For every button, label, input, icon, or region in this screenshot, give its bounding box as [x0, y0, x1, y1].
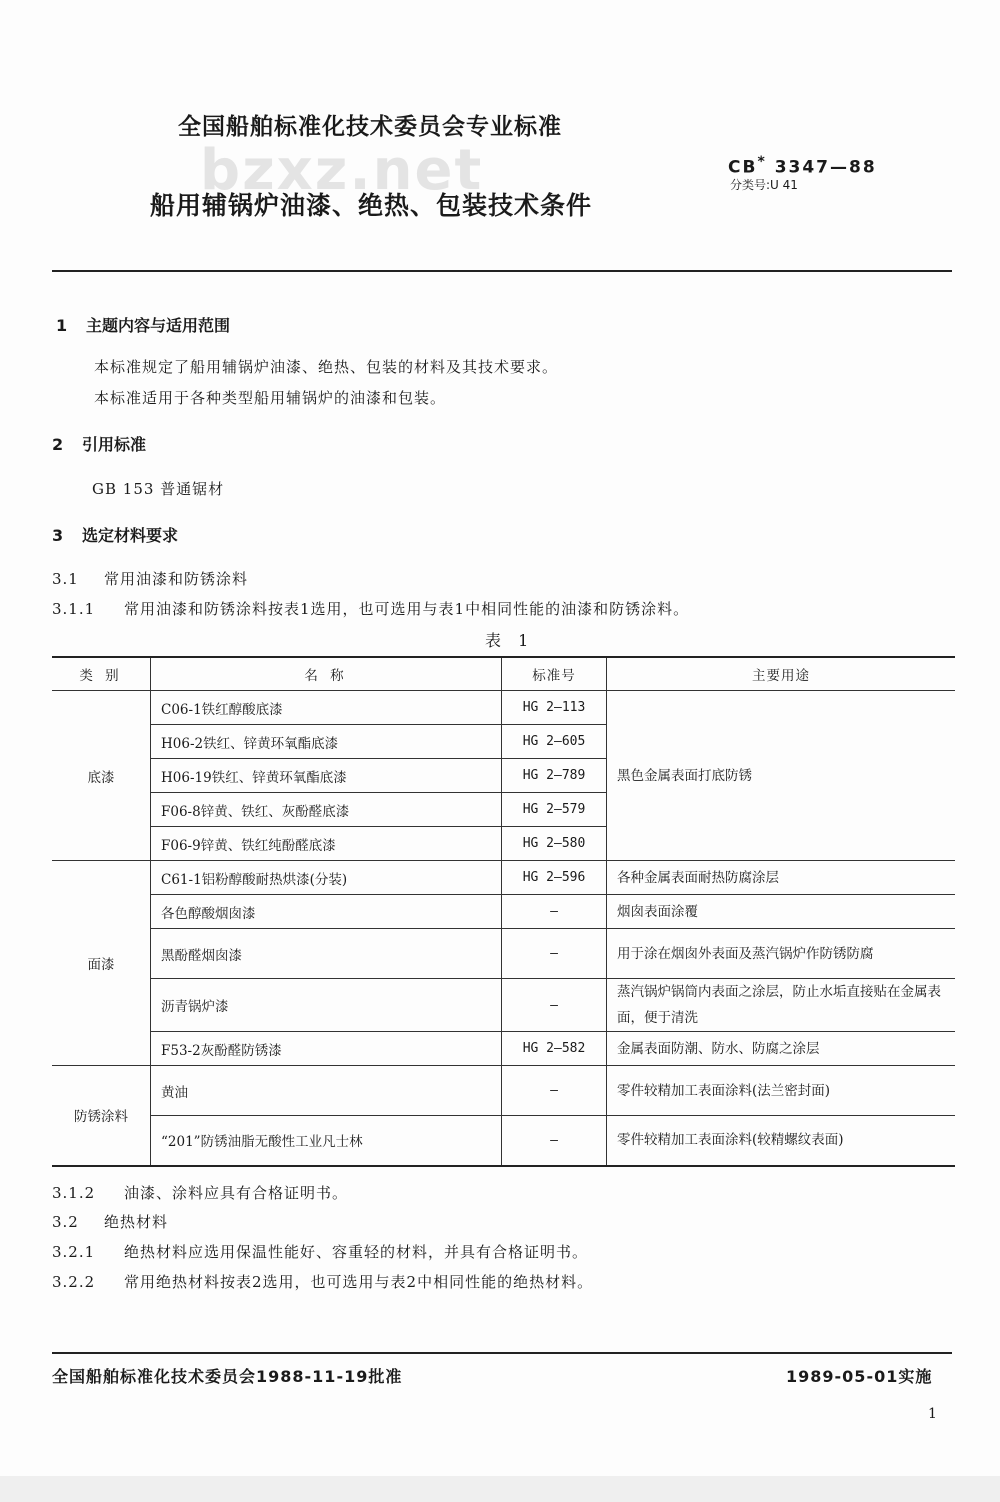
header-name: 名 称	[151, 657, 502, 691]
section-2-reference: GB 153 普通锯材	[92, 480, 225, 498]
standard-number-cell: —	[502, 1116, 607, 1166]
paint-name: H06-2铁红、锌黄环氧酯底漆	[151, 725, 502, 759]
paint-name: H06-19铁红、锌黄环氧酯底漆	[151, 759, 502, 793]
standard-number-cell: HG 2—596	[502, 861, 607, 895]
standard-number-cell: HG 2—579	[502, 793, 607, 827]
table-1-title: 表 1	[485, 631, 535, 650]
clause-3-1-text: 常用油漆和防锈涂料	[104, 570, 249, 588]
org-title: 全国船舶标准化技术委员会专业标准	[178, 114, 562, 140]
table-row	[52, 1066, 955, 1116]
clause-3-2-2-text: 常用绝热材料按表2选用，也可选用与表2中相同性能的绝热材料。	[124, 1273, 594, 1291]
standard-number-cell: —	[502, 929, 607, 979]
header-divider	[52, 270, 952, 272]
paint-name: “201”防锈油脂无酸性工业凡士林	[151, 1116, 502, 1166]
paint-name: 黄油	[151, 1066, 502, 1116]
clause-3-2-1-number: 3.2.1	[52, 1243, 96, 1261]
section-2-title: 引用标准	[82, 435, 147, 454]
clause-3-1-2-text: 油漆、涂料应具有合格证明书。	[124, 1184, 349, 1202]
section-2-heading	[52, 432, 146, 455]
usage-cell: 零件较精加工表面涂料(较精螺纹表面)	[607, 1116, 956, 1166]
clause-3-1-1	[52, 598, 689, 619]
table-row	[52, 861, 955, 895]
clause-3-2-1-text: 绝热材料应选用保温性能好、容重轻的材料，并具有合格证明书。	[124, 1243, 589, 1261]
header-standard: 标准号	[502, 657, 607, 691]
usage-primer: 黑色金属表面打底防锈	[607, 691, 956, 861]
standard-number-cell: —	[502, 895, 607, 929]
clause-3-2-1	[52, 1241, 588, 1262]
category-primer: 底漆	[52, 691, 151, 861]
paint-name: F53-2灰酚醛防锈漆	[151, 1032, 502, 1066]
clause-3-2	[52, 1211, 168, 1232]
table-row	[52, 929, 955, 979]
standard-number: 3347—88	[774, 157, 877, 178]
clause-3-1-2	[52, 1182, 348, 1203]
watermark: bzxz.net	[200, 138, 484, 203]
paint-name: F06-9锌黄、铁红纯酚醛底漆	[151, 827, 502, 861]
clause-3-1	[52, 568, 248, 589]
standard-prefix: CB	[728, 157, 758, 178]
section-2-number: 2	[52, 435, 64, 454]
usage-cell: 用于涂在烟囱外表面及蒸汽锅炉作防锈防腐	[607, 929, 956, 979]
section-3-title: 选定材料要求	[82, 526, 179, 545]
clause-3-1-1-text: 常用油漆和防锈涂料按表1选用，也可选用与表1中相同性能的油漆和防锈涂料。	[124, 600, 690, 618]
table-row	[52, 979, 955, 1032]
document-title: 船用辅锅炉油漆、绝热、包装技术条件	[150, 191, 593, 220]
paint-name: 沥青锅炉漆	[151, 979, 502, 1032]
standard-number-cell: HG 2—605	[502, 725, 607, 759]
clause-3-1-number: 3.1	[52, 570, 79, 588]
clause-3-2-number: 3.2	[52, 1213, 79, 1231]
standard-number-cell: HG 2—113	[502, 691, 607, 725]
table-row	[52, 691, 955, 725]
classification-code: 分类号:U 41	[730, 178, 798, 192]
table-1	[52, 656, 955, 1167]
section-3-number: 3	[52, 526, 64, 545]
scan-bottom-band	[0, 1476, 1000, 1502]
standard-number-cell: —	[502, 1066, 607, 1116]
clause-3-2-text: 绝热材料	[104, 1213, 169, 1231]
table-row	[52, 895, 955, 929]
footer-divider	[52, 1352, 952, 1354]
table-row	[52, 1032, 955, 1066]
paint-name: F06-8锌黄、铁红、灰酚醛底漆	[151, 793, 502, 827]
header-usage: 主要用途	[607, 657, 956, 691]
category-topcoat: 面漆	[52, 861, 151, 1066]
section-1-paragraph-2: 本标准适用于各种类型船用辅锅炉的油漆和包装。	[94, 389, 447, 407]
usage-cell: 烟囱表面涂覆	[607, 895, 956, 929]
table-header-row	[52, 657, 955, 691]
section-1-number: 1	[56, 316, 68, 335]
usage-cell: 零件较精加工表面涂料(法兰密封面)	[607, 1066, 956, 1116]
paint-name: C06-1铁红醇酸底漆	[151, 691, 502, 725]
section-1-title: 主题内容与适用范围	[86, 316, 231, 335]
standard-number-cell: —	[502, 979, 607, 1032]
clause-3-1-2-number: 3.1.2	[52, 1184, 96, 1202]
paint-name: C61-1铝粉醇酸耐热烘漆(分装)	[151, 861, 502, 895]
category-anti-rust: 防锈涂料	[52, 1066, 151, 1166]
paint-name: 黑酚醛烟囱漆	[151, 929, 502, 979]
page-number: 1	[928, 1406, 937, 1422]
standard-code	[728, 154, 877, 178]
standard-number-cell: HG 2—582	[502, 1032, 607, 1066]
section-1-paragraph-1: 本标准规定了船用辅锅炉油漆、绝热、包装的材料及其技术要求。	[94, 358, 559, 376]
usage-cell: 金属表面防潮、防水、防腐之涂层	[607, 1032, 956, 1066]
clause-3-1-1-number: 3.1.1	[52, 600, 96, 618]
paint-name: 各色醇酸烟囱漆	[151, 895, 502, 929]
standard-number-cell: HG 2—580	[502, 827, 607, 861]
table-row	[52, 1116, 955, 1166]
section-1-heading	[56, 313, 230, 336]
section-3-heading	[52, 523, 178, 546]
clause-3-2-2-number: 3.2.2	[52, 1273, 96, 1291]
header-category: 类 别	[52, 657, 151, 691]
effective-date: 1989-05-01实施	[786, 1367, 933, 1386]
usage-cell: 各种金属表面耐热防腐涂层	[607, 861, 956, 895]
clause-3-2-2	[52, 1271, 593, 1292]
standard-number-cell: HG 2—789	[502, 759, 607, 793]
usage-cell: 蒸汽锅炉锅筒内表面之涂层，防止水垢直接贴在金属表面，便于清洗	[607, 979, 956, 1032]
approval-line: 全国船舶标准化技术委员会1988-11-19批准	[52, 1367, 403, 1386]
standard-star: *	[757, 154, 767, 170]
